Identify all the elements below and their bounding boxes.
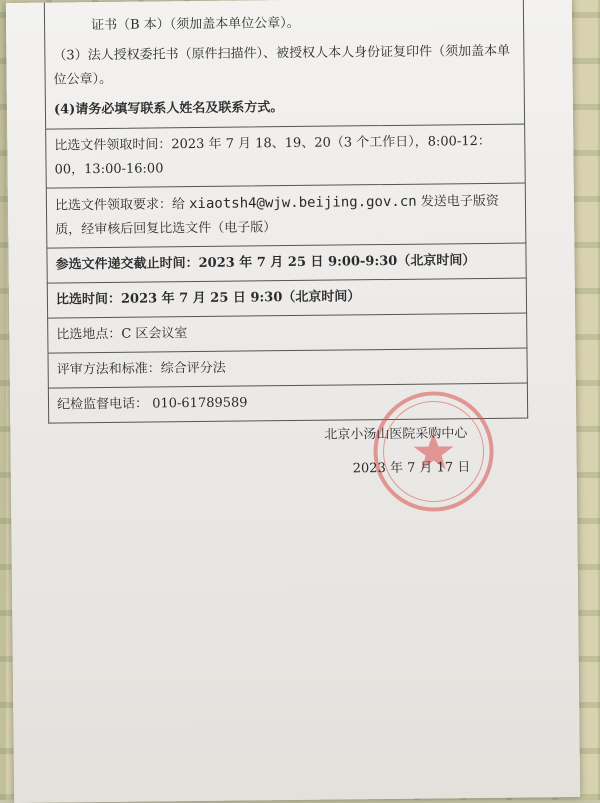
item-3-text: （3）法人授权委托书（原件扫描件）、被授权人本人身份证复印件（须加盖本单位公章）。 (53, 43, 511, 88)
document-page (44, 0, 528, 424)
evaluation-method-text: 评审方法和标准：综合评分法 (56, 360, 226, 378)
doc-collection-time-text: 比选文件领取时间：2023 年 7 月 18、19、20（3 个工作日），8:00-12：00，13:00-16:00 (54, 133, 491, 178)
selection-location-row (47, 314, 527, 354)
contact-email-link[interactable]: xiaotsh4@wjw.beijing.gov.cn (188, 193, 417, 213)
doc-collection-time-row (45, 124, 526, 189)
item-4-text: (4)请务必填写联系人姓名及联系方式。 (53, 100, 284, 118)
official-seal-stamp (370, 388, 497, 515)
submission-deadline-text: 参选文件递交截止时间：2023 年 7 月 25 日 9:00-9:30（北京时间） (55, 253, 476, 273)
submission-deadline-row (46, 244, 526, 284)
doc-req-suffix: 发送电子版资质，经审核后回复比选文件（电子版） (55, 193, 499, 238)
doc-collection-requirement-row (46, 184, 527, 249)
signature-date: 2023 年 7 月 17 日 (352, 460, 471, 477)
doc-req-prefix: 比选文件领取要求：给 (54, 197, 190, 214)
paper-sheet (6, 0, 580, 803)
supervision-phone-text: 纪检监督电话： 010-61789589 (56, 395, 248, 413)
selection-time-row (47, 279, 527, 319)
requirements-cell (44, 0, 525, 129)
continued-cert-text: 证书（B 本）（须加盖本单位公章）。 (90, 15, 300, 34)
selection-location-text: 比选地点：C 区会议室 (56, 326, 188, 343)
signature-org: 北京小汤山医院采购中心 (324, 426, 468, 443)
selection-time-text: 比选时间：2023 年 7 月 25 日 9:30（北京时间） (55, 289, 361, 308)
evaluation-method-row (48, 349, 528, 389)
